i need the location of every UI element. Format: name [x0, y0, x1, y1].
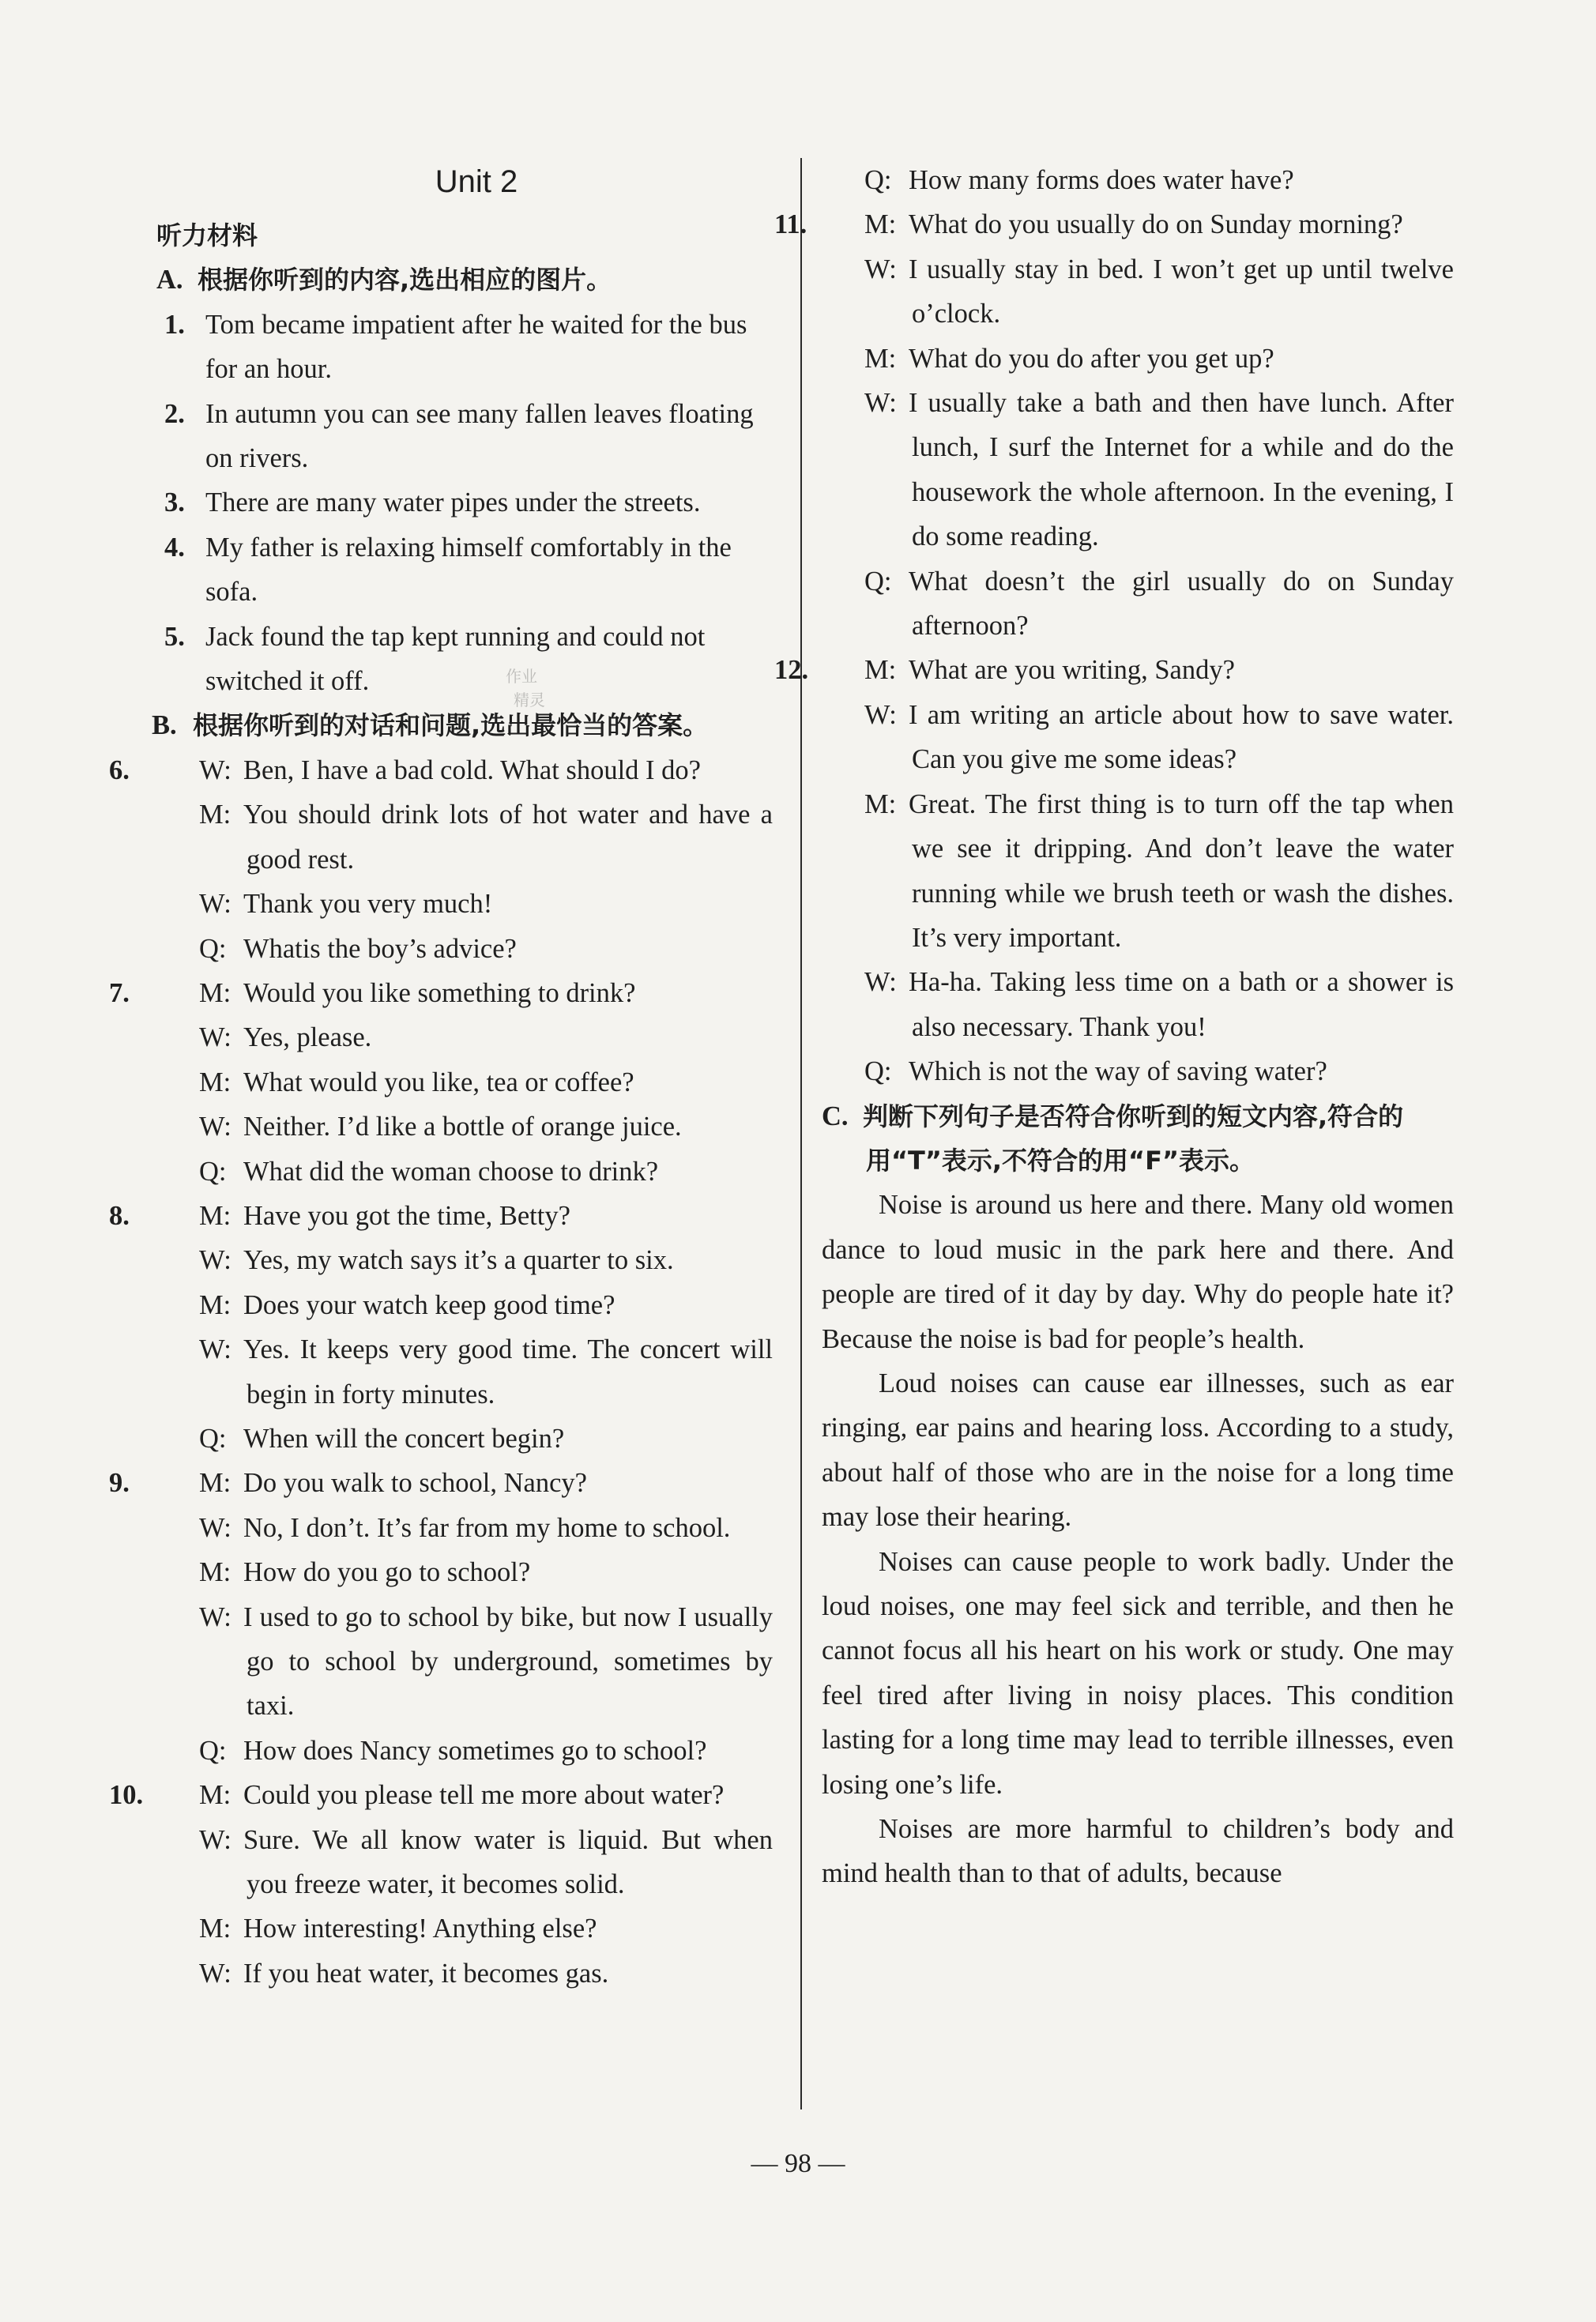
dialogue-line	[822, 559, 1454, 649]
dialogue-text: Thank you very much!	[243, 889, 493, 920]
column-divider	[800, 158, 802, 2109]
dialogue-text: Sure. We all know water is liquid. But when you freeze water, it becomes solid.	[243, 1824, 773, 1900]
dialogue-number: 12.	[774, 655, 809, 686]
dialogue-text: You should drink lots of hot water and have a good rest.	[243, 800, 773, 875]
dialogue-line	[822, 337, 1454, 381]
listening-item	[156, 525, 773, 615]
part-b-heading: B. 根据你听到的对话和问题,选出最恰当的答案。	[152, 710, 709, 741]
listening-item	[156, 615, 773, 704]
dialogue-line	[156, 1327, 773, 1417]
speaker-label: Q:	[199, 1423, 227, 1454]
dialogue-line	[822, 960, 1454, 1049]
dialogue-line	[156, 1238, 773, 1282]
listening-item	[156, 480, 773, 525]
item-number: 1.	[164, 309, 185, 340]
dialogue-text: I used to go to school by bike, but now I usually go to school by underground, sometimes by taxi.	[243, 1601, 773, 1722]
speaker-label: W:	[199, 1022, 231, 1053]
dialogue-number: 8.	[109, 1200, 130, 1231]
dialogue-text: No, I don’t. It’s far from my home to school.	[243, 1512, 731, 1543]
item-text: There are many water pipes under the streets.	[205, 487, 701, 518]
dialogue-line	[156, 1906, 773, 1951]
dialogue-number: 9.	[109, 1468, 130, 1499]
part-a-items	[156, 303, 773, 704]
dialogue-text: Ben, I have a bad cold. What should I do?	[243, 755, 701, 785]
speaker-label: W:	[199, 1958, 231, 1989]
dialogue	[109, 1461, 773, 1773]
dialogue-text: Neither. I’d like a bottle of orange juice.	[243, 1112, 682, 1142]
dialogue-line	[774, 648, 1454, 692]
speaker-label: W:	[199, 889, 231, 920]
dialogue	[774, 648, 1454, 1093]
dialogue-text: Does your watch keep good time?	[243, 1289, 615, 1320]
dialogue-text: Which is not the way of saving water?	[909, 1056, 1327, 1087]
speaker-label: Q:	[199, 933, 227, 964]
dialogue-text: I usually take a bath and then have lunch. After lunch, I surf the Internet for a while and do the housework the whole afternoon. In the evening, I do some reading.	[909, 388, 1454, 552]
part-c-heading: C. 判断下列句子是否符合你听到的短文内容,符合的用“T”表示,不符合的用“F”表示。	[822, 1101, 1404, 1176]
dialogue-text: What are you writing, Sandy?	[909, 655, 1235, 686]
speaker-label: Q:	[864, 1056, 892, 1087]
speaker-label: M:	[199, 1289, 231, 1320]
speaker-label: M:	[199, 1557, 231, 1588]
dialogue-line	[774, 202, 1454, 247]
dialogue-text: If you heat water, it becomes gas.	[243, 1958, 609, 1989]
dialogue-text: How does Nancy sometimes go to school?	[243, 1735, 707, 1766]
dialogue-line	[156, 792, 773, 882]
speaker-label: Q:	[864, 566, 892, 596]
dialogue-number: 11.	[774, 209, 807, 240]
dialogue-line	[156, 1729, 773, 1773]
speaker-label: Q:	[199, 1735, 227, 1766]
dialogue-line	[109, 748, 773, 792]
dialogue-line	[822, 381, 1454, 559]
unit-title: Unit 2	[435, 164, 518, 199]
listening-item	[156, 392, 773, 481]
dialogue-line	[156, 1105, 773, 1149]
page-number: — 98 —	[751, 2149, 845, 2178]
dialogue-text: What do you usually do on Sunday morning?	[909, 209, 1403, 240]
speaker-label: M:	[199, 1067, 231, 1097]
dialogue-line	[822, 1049, 1454, 1093]
item-text: Tom became impatient after he waited for the bus for an hour.	[205, 309, 747, 385]
dialogue-text: Yes. It keeps very good time. The concert will begin in forty minutes.	[243, 1334, 773, 1409]
dialogue-text: How interesting! Anything else?	[243, 1914, 597, 1944]
speaker-label: W:	[864, 699, 897, 730]
listening-item	[156, 303, 773, 392]
dialogue-line	[822, 693, 1454, 782]
dialogue-line	[822, 158, 1454, 202]
dialogue-line	[109, 1773, 773, 1817]
dialogue-line	[109, 1194, 773, 1238]
speaker-label: M:	[199, 800, 231, 830]
dialogue-text: How many forms does water have?	[909, 165, 1294, 195]
dialogue-text: What did the woman choose to drink?	[243, 1156, 659, 1187]
passage-paragraph: Loud noises can cause ear illnesses, such as ear ringing, ear pains and hearing loss. According to a study, about half of those who are in the noise for a long time may lose their hearing.	[822, 1368, 1454, 1533]
item-number: 5.	[164, 621, 185, 652]
item-number: 2.	[164, 398, 185, 429]
speaker-label: M:	[864, 343, 897, 374]
dialogue-text: Yes, please.	[243, 1022, 372, 1053]
dialogue-number: 6.	[109, 755, 130, 785]
part-a-heading: A. 根据你听到的内容,选出相应的图片。	[156, 265, 612, 295]
dialogue-text: Great. The first thing is to turn off the tap when we see it dripping. And don’t leave the water running while we brush teeth or wash the dishes. It’s very important.	[909, 788, 1454, 953]
dialogue-line	[109, 971, 773, 1015]
speaker-label: M:	[864, 788, 897, 819]
part-c-paragraphs	[822, 1183, 1454, 1896]
speaker-label: W:	[199, 1601, 231, 1632]
dialogue-number: 10.	[109, 1780, 144, 1811]
dialogue-line	[822, 782, 1454, 961]
item-number: 3.	[164, 487, 185, 518]
dialogue-line	[156, 1283, 773, 1327]
dialogue-text: What doesn’t the girl usually do on Sunday afternoon?	[909, 566, 1454, 642]
speaker-label: Q:	[864, 165, 892, 195]
dialogue-text: Would you like something to drink?	[243, 977, 636, 1008]
speaker-label: W:	[199, 1334, 231, 1365]
dialogue-line	[156, 1550, 773, 1594]
dialogue-text: I usually stay in bed. I won’t get up until twelve o’clock.	[909, 254, 1454, 329]
speaker-label: W:	[199, 755, 231, 785]
dialogue-line	[156, 882, 773, 926]
speaker-label: M:	[199, 1200, 231, 1231]
item-text: Jack found the tap kept running and could not switched it off.	[205, 621, 706, 697]
speaker-label: Q:	[199, 1156, 227, 1187]
dialogues-left	[109, 748, 773, 1996]
section-heading: 听力材料	[156, 220, 258, 250]
dialogue	[109, 748, 773, 971]
watermark-stamp: 作业 精灵	[506, 667, 545, 709]
dialogue-text: What would you like, tea or coffee?	[243, 1067, 634, 1097]
dialogue	[774, 202, 1454, 648]
speaker-label: W:	[199, 1245, 231, 1276]
dialogue	[109, 1194, 773, 1461]
dialogue-number: 7.	[109, 977, 130, 1008]
speaker-label: W:	[199, 1112, 231, 1142]
passage-paragraph: Noises are more harmful to children’s body and mind health than to that of adults, because	[822, 1814, 1454, 1889]
dialogue-text: Yes, my watch says it’s a quarter to six.	[243, 1245, 674, 1276]
dialogue-line	[156, 927, 773, 971]
passage-paragraph: Noises can cause people to work badly. Under the loud noises, one may feel sick and terrible, and then he cannot focus all his heart on his work or study. One may feel tired after living in noisy places. This condition lasting for a long time may lead to terrible illnesses, even losing one’s life.	[822, 1546, 1454, 1800]
dialogue-text: When will the concert begin?	[243, 1423, 565, 1454]
dialogue	[822, 158, 1454, 202]
dialogue-text: Could you please tell me more about water?	[243, 1780, 725, 1811]
passage-paragraph: Noise is around us here and there. Many old women dance to loud music in the park here and there. And people are tired of it day by day. Why do people hate it? Because the noise is bad for people’s health.	[822, 1190, 1454, 1354]
item-number: 4.	[164, 532, 185, 563]
speaker-label: M:	[199, 1914, 231, 1944]
left-column	[109, 158, 773, 1996]
speaker-label: M:	[864, 209, 897, 240]
dialogue-line	[156, 1015, 773, 1059]
dialogue	[109, 971, 773, 1194]
dialogue-line	[156, 1595, 773, 1729]
dialogue	[109, 1773, 773, 1996]
right-column	[774, 158, 1454, 1896]
dialogue-text: How do you go to school?	[243, 1557, 531, 1588]
dialogue-line	[156, 1060, 773, 1105]
speaker-label: M:	[864, 655, 897, 686]
speaker-label: W:	[199, 1512, 231, 1543]
dialogue-line	[156, 1951, 773, 1996]
dialogue-text: I am writing an article about how to save water. Can you give me some ideas?	[909, 699, 1454, 775]
dialogue-line	[156, 1818, 773, 1907]
dialogue-text: Do you walk to school, Nancy?	[243, 1468, 587, 1499]
dialogue-line	[156, 1417, 773, 1461]
dialogue-text: Ha-ha. Taking less time on a bath or a shower is also necessary. Thank you!	[909, 967, 1454, 1042]
speaker-label: M:	[199, 977, 231, 1008]
dialogue-line	[156, 1150, 773, 1194]
dialogue-text: Have you got the time, Betty?	[243, 1200, 570, 1231]
speaker-label: W:	[864, 967, 897, 998]
dialogue-text: Whatis the boy’s advice?	[243, 933, 517, 964]
speaker-label: M:	[199, 1468, 231, 1499]
dialogue-line	[109, 1461, 773, 1505]
dialogues-right	[774, 158, 1454, 1094]
dialogue-text: What do you do after you get up?	[909, 343, 1274, 374]
item-text: In autumn you can see many fallen leaves floating on rivers.	[205, 398, 754, 474]
speaker-label: W:	[864, 388, 897, 419]
item-text: My father is relaxing himself comfortably in the sofa.	[205, 532, 732, 608]
speaker-label: M:	[199, 1780, 231, 1811]
speaker-label: W:	[864, 254, 897, 284]
dialogue-line	[822, 247, 1454, 337]
dialogue-line	[156, 1506, 773, 1550]
speaker-label: W:	[199, 1824, 231, 1855]
